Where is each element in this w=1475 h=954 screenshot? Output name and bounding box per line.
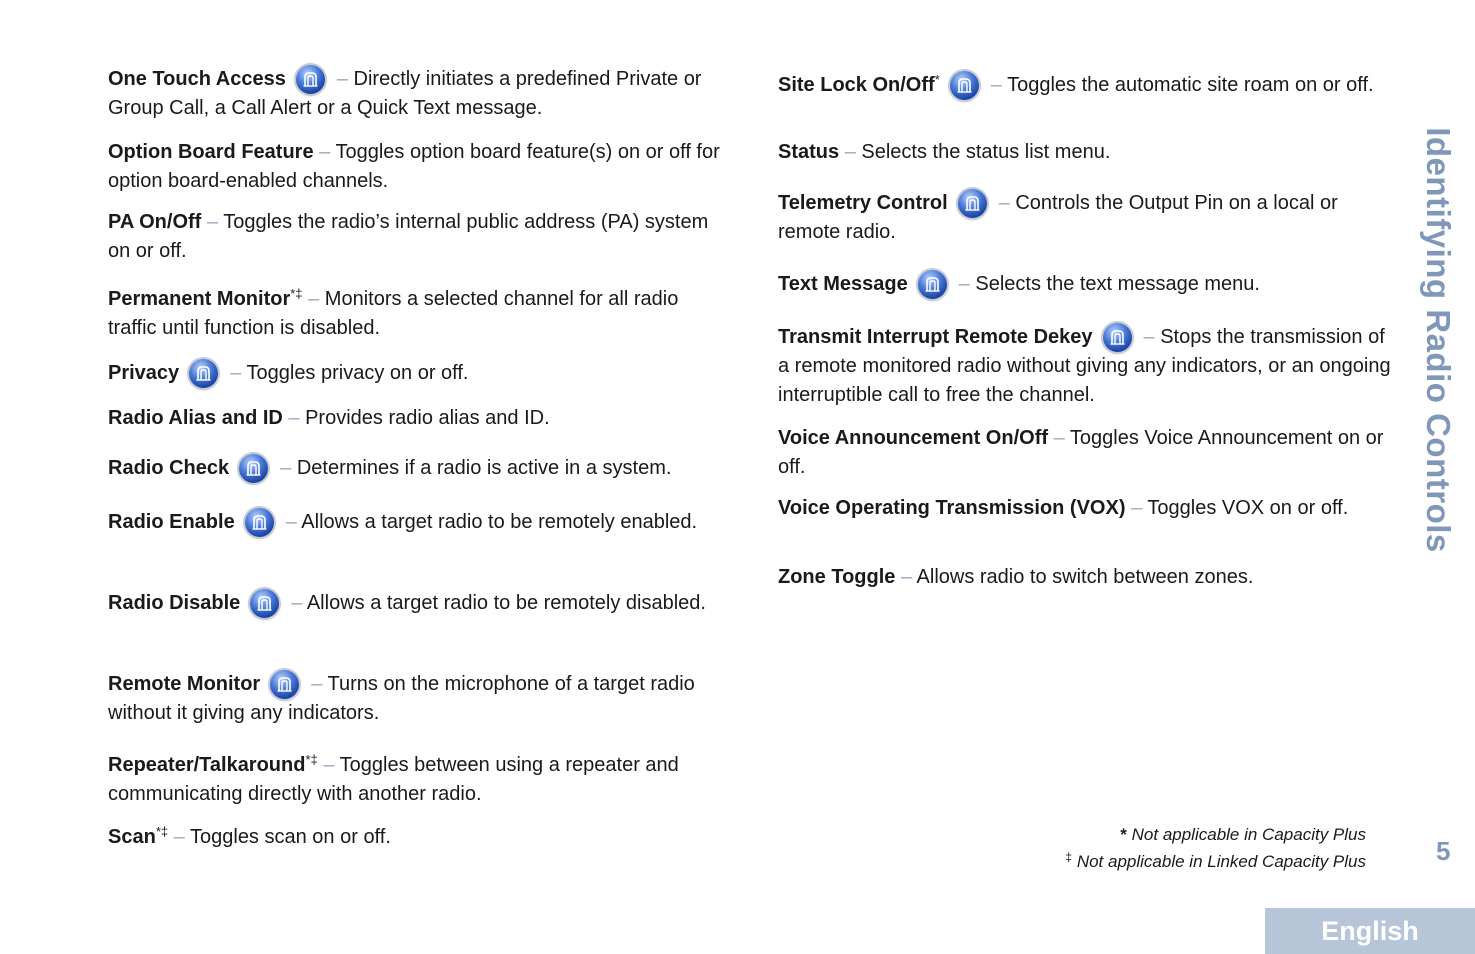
separator-dash: – [291,592,303,614]
feature-description: Directly initiates a predefined Private or Group Call, a Call Alert or a Quick Text message. [108,68,702,119]
feature-term: Privacy [108,362,180,384]
feature-description: Toggles the radio’s internal public address (PA) system on or off. [108,211,709,262]
separator-dash: – [1053,427,1065,449]
feature-description: Toggles between using a repeater and communicating directly with another radio. [108,754,679,805]
feature-entry-voice-announcement-on-off [778,424,1398,482]
footnotes [1065,823,1366,873]
separator-dash: – [958,273,970,295]
feature-term: Radio Disable [108,592,241,614]
separator-dash: – [288,407,300,429]
feature-description: Controls the Output Pin on a local or remote radio. [778,192,1338,243]
feature-term: Permanent Monitor [108,288,291,310]
feature-term: Text Message [778,273,908,295]
feature-term: Status [778,141,840,163]
feature-entry-option-board-feature [108,138,728,196]
feature-entry-text-message [778,270,1398,299]
feature-description: Allows radio to switch between zones. [916,566,1254,588]
programmable-button-icon [918,270,947,299]
programmable-button-icon [239,454,268,483]
separator-dash: – [990,74,1002,96]
programmable-button-icon [950,71,979,100]
feature-description: Monitors a selected channel for all radio traffic until function is disabled. [108,288,679,339]
separator-dash: – [900,566,913,588]
footnote-capacity-plus: * Not applicable in Capacity Plus [1120,825,1366,844]
feature-description: Toggles option board feature(s) on or off for option board-enabled channels. [108,141,720,192]
feature-term: Remote Monitor [108,673,261,695]
feature-entry-pa-on-off [108,208,728,266]
separator-dash: – [311,673,323,695]
programmable-button-icon [250,589,279,618]
programmable-button-icon [270,670,299,699]
footnote-mark: *‡ [290,286,303,301]
feature-entry-transmit-interrupt-remote-dekey [778,323,1398,410]
chapter-title: Identifying Radio Controls [1420,127,1457,553]
separator-dash: – [1131,497,1143,519]
feature-description: Selects the status list menu. [861,141,1111,163]
feature-entry-privacy [108,359,728,388]
feature-description: Toggles the automatic site roam on or off. [1007,74,1374,96]
feature-term: Telemetry Control [778,192,948,214]
separator-dash: – [336,68,348,90]
separator-dash: – [308,288,320,310]
programmable-button-icon [958,189,987,218]
feature-term: Radio Check [108,457,230,479]
feature-description: Toggles privacy on or off. [246,362,469,384]
separator-dash: – [285,511,297,533]
footnote-mark: *‡ [305,752,318,767]
feature-term: Voice Operating Transmission (VOX) [778,497,1126,519]
separator-dash: – [319,141,331,163]
feature-entry-permanent-monitor [108,279,728,343]
feature-description: Allows a target radio to be remotely enabled. [301,511,698,533]
feature-term: One Touch Access [108,68,286,90]
feature-entry-repeater-talkaround [108,745,728,809]
feature-description: Toggles VOX on or off. [1147,497,1349,519]
feature-description: Selects the text message menu. [975,273,1260,295]
feature-term: Radio Alias and ID [108,407,283,429]
feature-entry-radio-check [108,454,728,483]
feature-entry-zone-toggle [778,563,1398,592]
feature-entry-status [778,138,1398,167]
feature-entry-telemetry-control [778,189,1398,247]
feature-description: Determines if a radio is active in a system. [296,457,672,479]
separator-dash: – [230,362,242,384]
programmable-button-icon [1103,323,1132,352]
feature-entry-site-lock-on-off [778,65,1398,100]
programmable-button-icon [189,359,218,388]
feature-description: Provides radio alias and ID. [305,407,550,429]
feature-entry-voice-operating-transmission-vox [778,494,1398,523]
feature-entry-scan [108,817,728,852]
feature-term: Site Lock On/Off [778,74,935,96]
feature-term: Repeater/Talkaround [108,754,306,776]
footnote-linked-capacity-plus: ‡ Not applicable in Linked Capacity Plus [1065,850,1366,871]
feature-term: Radio Enable [108,511,235,533]
feature-entry-radio-enable [108,508,728,537]
programmable-button-icon [296,65,325,94]
feature-term: PA On/Off [108,211,202,233]
feature-term: Option Board Feature [108,141,314,163]
feature-term: Zone Toggle [778,566,896,588]
separator-dash: – [1143,326,1155,348]
separator-dash: – [206,211,219,233]
feature-entry-radio-alias-and-id [108,404,728,433]
separator-dash: – [173,826,185,848]
feature-entry-remote-monitor [108,670,728,728]
separator-dash: – [323,754,335,776]
feature-term: Scan [108,826,156,848]
programmable-button-icon [245,508,274,537]
feature-description: Turns on the microphone of a target radio without it giving any indicators. [108,673,695,724]
feature-term: Voice Announcement On/Off [778,427,1049,449]
footnote-mark: * [934,72,940,87]
page-number: 5 [1436,836,1451,866]
footnote-mark: *‡ [155,824,169,839]
separator-dash: – [280,457,292,479]
feature-description: Toggles scan on or off. [190,826,391,848]
separator-dash: – [844,141,856,163]
separator-dash: – [998,192,1010,214]
language-tab[interactable]: English [1265,908,1475,954]
feature-entry-radio-disable [108,589,728,618]
feature-term: Transmit Interrupt Remote Dekey [778,326,1093,348]
feature-description: Toggles Voice Announcement on or off. [778,427,1384,478]
feature-description: Allows a target radio to be remotely disabled. [306,592,706,614]
feature-description: Stops the transmission of a remote monitored radio without giving any indicators, or an ongoing interruptible call to free the channel. [778,326,1391,406]
feature-entry-one-touch-access [108,65,728,123]
